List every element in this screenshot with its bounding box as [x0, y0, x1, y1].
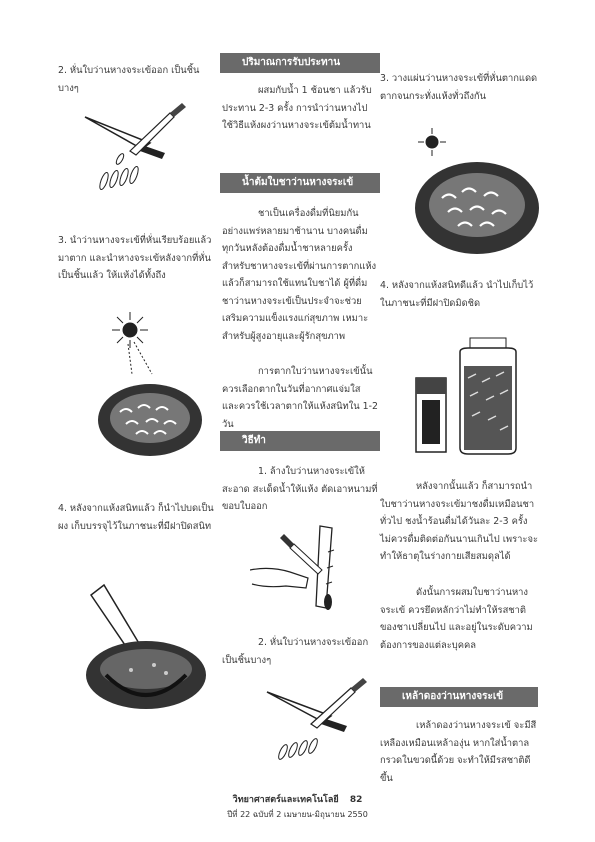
tea-text-1: ชาเป็นเครื่องดื่มที่นิยมกันอย่างแพร่หลายมาช้านาน บางคนดื่มทุกวันหลังต้องดื่มน้ำชาหลายครั้ง สำหรับชาหางจระเข้ที่ผ่านการตากแห้งแล้วก็สามารถใช้แทนใบชาได้ ผู้ที่ดื่มชาว่านหางจระเข้เป็นประจำจะช่วยเสริมความแข็งแรงแก่สุขภาพ เหมาะสำหรับผู้สูงอายุและผู้รักสุขภาพ — [222, 208, 377, 342]
knife-slicing-illustration — [70, 95, 195, 195]
header-method: วิธีทำ — [220, 431, 380, 451]
storage-jars-illustration — [412, 330, 542, 460]
left-step2-caption: 2. หั่นใบว่านหางจระเข้ออก เป็นชิ้นบางๆ — [58, 65, 200, 94]
footer-issue: ปีที่ 22 ฉบับที่ 2 เมษายน-มิถุนายน 2550 — [227, 810, 368, 819]
drying-tray-illustration — [402, 128, 542, 263]
method-step2: 2. หั่นใบว่านหางจระเข้ออก เป็นชิ้นบางๆ — [222, 637, 369, 666]
method-step1: 1. ล้างใบว่านหางจระเข้ให้สะอาด สะเด็ดน้ำให้แห้ง ตัดเอาหนามที่ขอบใบออก — [222, 466, 378, 512]
liquor-text: เหล้าดองว่านหางจระเข้ จะมีสีเหลืองเหมือนเหล้าองุ่น หากใส่น้ำตาลกรวดในขวดนี้ด้วย จะทำให้มีรสชาติดีขึ้น — [380, 720, 537, 784]
footer-journal-line — [0, 792, 595, 806]
right-text-2: ดังนั้นการผสมใบชาว่านหางจระเข้ ควรยึดหลักว่าไม่ทำให้รสชาติของชาเปลี่ยนไป และอยู่ในระดับความต้องการของแต่ละบุคคล — [380, 587, 533, 651]
header-liquor: เหล้าดองว่านหางจระเข้ — [380, 687, 538, 707]
left-step3-caption: 3. นำว่านหางจระเข้ที่หั่นเรียบร้อยแล้วมาตาก และนำหางจระเข้หลังจากที่หั่นเป็นชิ้นแล้ว ให้แห้งได้ทั้งถึง — [58, 235, 212, 281]
right-step3-caption: 3. วางแผ่นว่านหางจระเข้ที่หั่นตากแดด ตากจนกระทั่งแห้งทั่วถึงกัน — [380, 73, 538, 102]
right-step4-caption: 4. หลังจากแห้งสนิทดีแล้ว นำไปเก็บไว้ในภาชนะที่มีฝาปิดมิดชิด — [380, 280, 534, 309]
knife-slicing-illustration-2 — [255, 672, 375, 767]
footer-page-number: 82 — [349, 795, 363, 805]
left-step4-caption: 4. หลังจากแห้งสนิทแล้ว ก็นำไปบดเป็นผง เก็บบรรจุไว้ในภาชนะที่มีฝาปิดสนิท — [58, 503, 214, 532]
sun-drying-illustration — [92, 312, 207, 472]
tea-text-2: การตากใบว่านหางจระเข้นั้น ควรเลือกตากในวันที่อากาศแจ่มใส และควรใช้เวลาตากให้แห้งสนิทใน 1-2 วัน — [222, 366, 378, 430]
footer-journal: วิทยาศาสตร์และเทคโนโลยี — [232, 795, 339, 805]
header-tea: น้ำต้มใบชาว่านหางจระเข้ — [220, 173, 380, 193]
mortar-pestle-illustration — [76, 565, 216, 715]
leaf-trimming-illustration — [250, 522, 360, 612]
right-text-1: หลังจากนั้นแล้ว ก็สามารถนำใบชาว่านหางจระเข้มาชงดื่มเหมือนชาทั่วไป ชงน้ำร้อนดื่มได้วันละ 2-3 ครั้ง ไม่ควรดื่มติดต่อกันนานเกินไป เพราะจะทำให้ธาตุในร่างกายเสียสมดุลได้ — [380, 481, 538, 562]
header-serving: ปริมาณการรับประทาน — [220, 53, 380, 73]
serving-text: ผสมกับน้ำ 1 ช้อนชา แล้วรับประทาน 2-3 ครั้ง การนำว่านหางไปใช้วิธีแห้งผงว่านหางจระเข้ต้มน้ำทาน — [222, 85, 372, 131]
